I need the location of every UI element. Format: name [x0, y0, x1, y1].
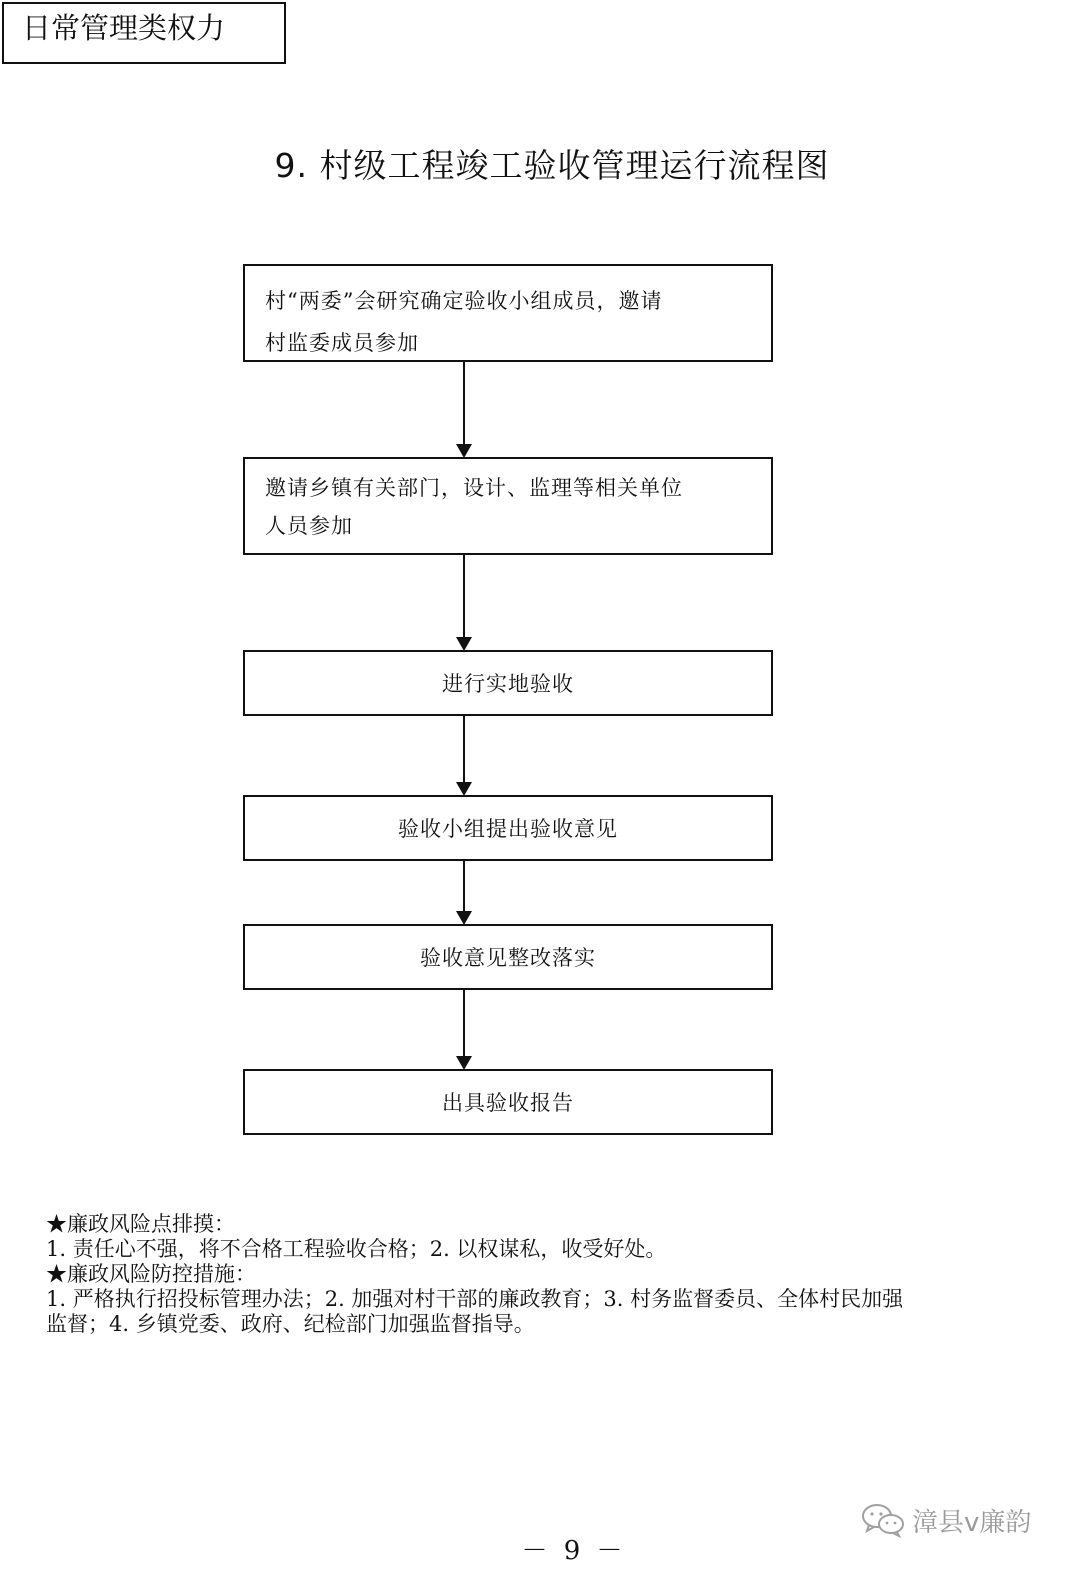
flow-arrow-3	[462, 716, 466, 796]
category-label: 日常管理类权力	[2, 2, 286, 64]
risk-notes	[46, 1212, 1066, 1337]
flow-step-3: 进行实地验收	[243, 650, 773, 716]
risk-heading: ★廉政风险点排摸：	[46, 1212, 235, 1236]
flow-step-2	[243, 457, 773, 555]
watermark-text: 漳县v廉韵	[912, 1507, 1032, 1538]
flow-step-1-line2: 村监委成员参加	[265, 331, 419, 355]
flow-step-2-line2: 人员参加	[265, 514, 353, 538]
risk-text: 1. 责任心不强，将不合格工程验收合格；2. 以权谋私，收受好处。	[46, 1237, 667, 1261]
flow-arrow-4	[462, 861, 466, 925]
flow-step-6: 出具验收报告	[243, 1069, 773, 1135]
control-heading: ★廉政风险防控措施：	[46, 1262, 256, 1286]
flow-arrow-5	[462, 990, 466, 1070]
control-text-line2: 监督；4. 乡镇党委、政府、纪检部门加强监督指导。	[46, 1312, 535, 1336]
flow-step-5: 验收意见整改落实	[243, 924, 773, 990]
control-text-line1: 1. 严格执行招投标管理办法；2. 加强对村干部的廉政教育；3. 村务监督委员、全体村民加强	[46, 1287, 904, 1311]
page-number: － 9 －	[521, 1536, 627, 1566]
flow-arrow-1	[462, 362, 466, 458]
flow-arrow-2	[462, 555, 466, 651]
flow-step-1-line1: 村“两委”会研究确定验收小组成员，邀请	[265, 289, 663, 313]
page-title: 9. 村级工程竣工验收管理运行流程图	[274, 146, 830, 185]
flow-step-2-line1: 邀请乡镇有关部门，设计、监理等相关单位	[265, 476, 683, 500]
flow-step-4: 验收小组提出验收意见	[243, 795, 773, 861]
flow-step-1	[243, 264, 773, 362]
